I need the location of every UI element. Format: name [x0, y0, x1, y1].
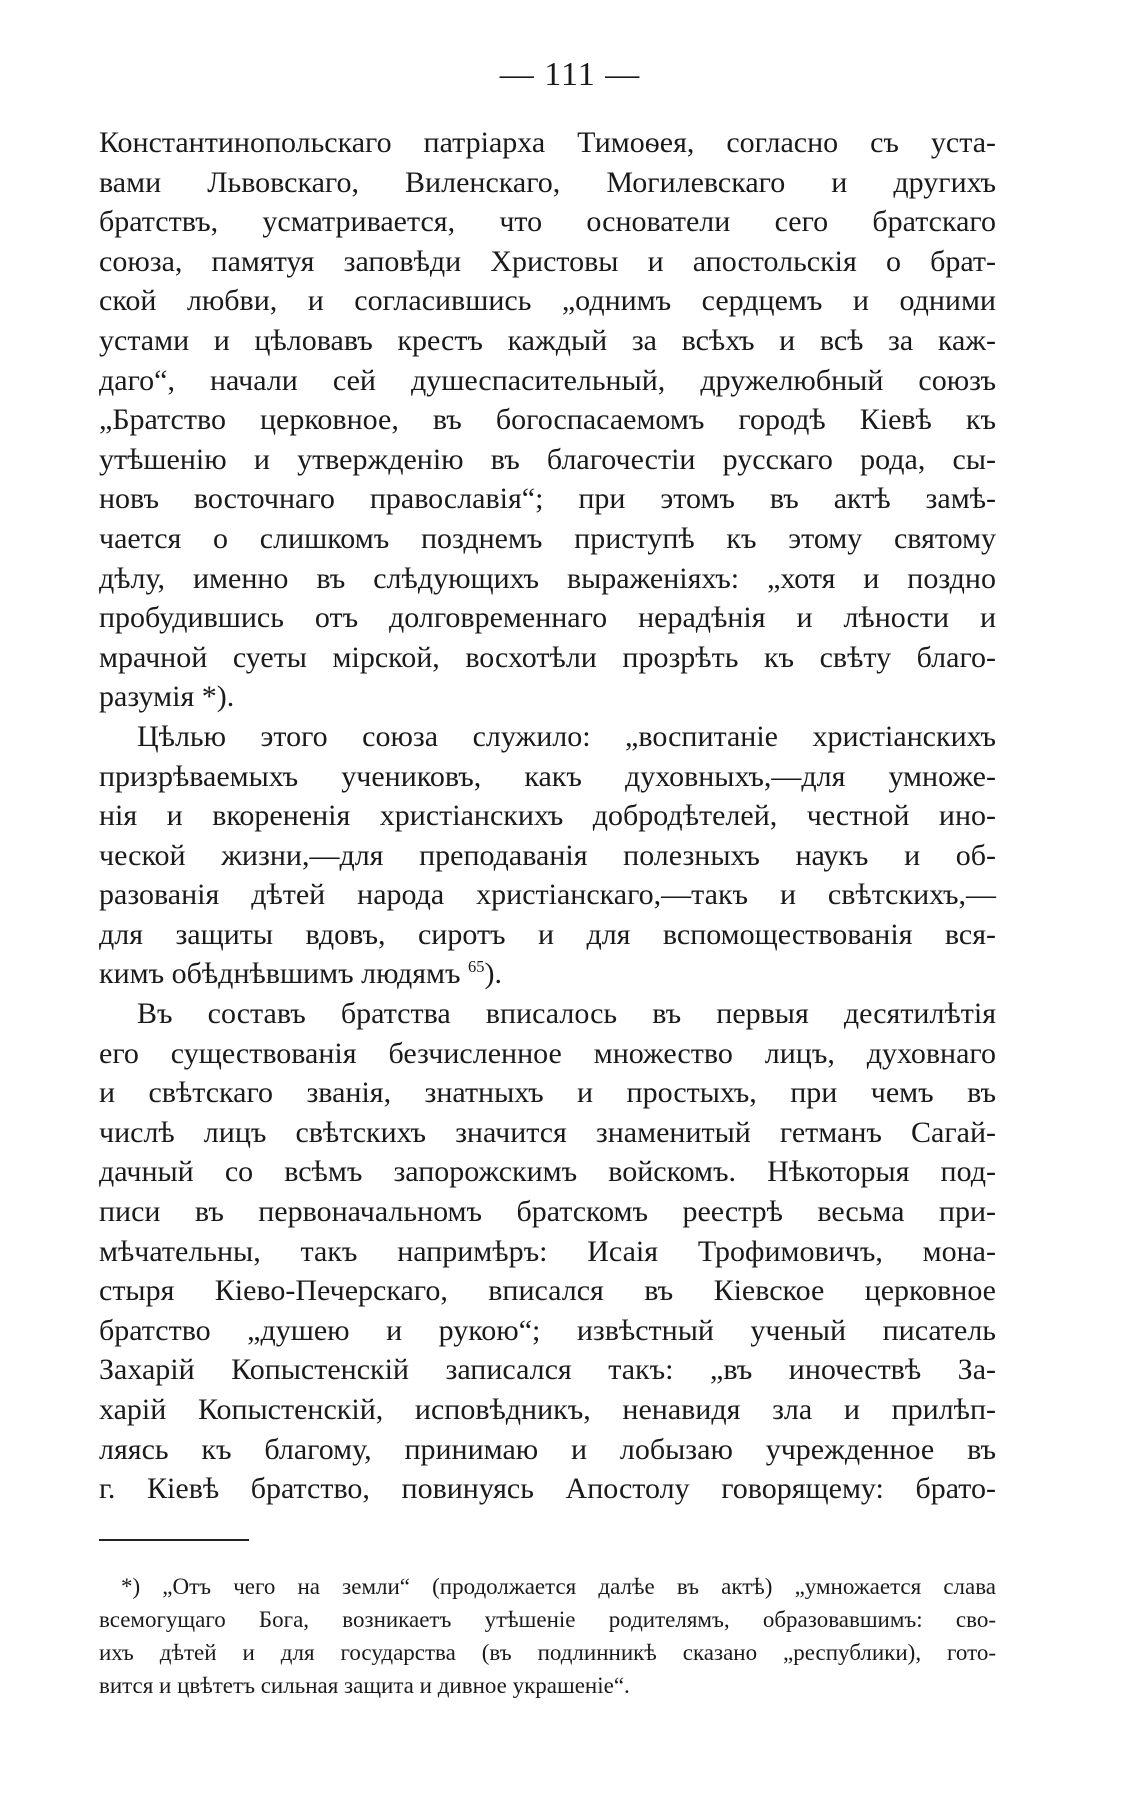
text-line: братство „душею и рукою“; извѣстный ученый писатель	[99, 1313, 996, 1347]
text-line: призрѣваемыхъ учениковъ, какъ духовныхъ,—для умноже-	[99, 759, 996, 793]
text-line: мрачной суеты мірской, восхотѣли прозрѣть къ свѣту благо-	[99, 640, 996, 674]
footnote-ref: 65	[468, 957, 485, 977]
text-line: мѣчательны, такъ напримѣръ: Исаія Трофимовичъ, мона-	[99, 1234, 996, 1268]
text-line: Въ составъ братства вписалось въ первыя десятилѣтія	[137, 997, 996, 1031]
text-line: братствъ, усматривается, что основатели сего братскаго	[99, 205, 996, 239]
text-line-with-footnote-ref	[99, 954, 996, 994]
footnote-line: *) „Отъ чего на земли“ (продолжается далѣе въ актѣ) „умножается слава	[121, 1574, 996, 1599]
footnote-line: всемогущаго Бога, возникаетъ утѣшеніе родителямъ, образовавшимъ: сво-	[99, 1607, 996, 1632]
text-line: харій Копыстенскій, исповѣдникъ, ненавидя зла и прилѣп-	[99, 1393, 996, 1426]
footnote-line: вится и цвѣтетъ сильная защита и дивное украшеніе“.	[99, 1673, 630, 1698]
text-line: числѣ лицъ свѣтскихъ значится знаменитый гетманъ Сагай-	[99, 1115, 996, 1149]
text-line: даго“, начали сей душеспасительный, дружелюбный союзъ	[99, 363, 996, 397]
main-text	[99, 123, 996, 1509]
text-line: утѣшенію и утвержденію въ благочестіи русскаго рода, сы-	[99, 442, 996, 476]
text-line: разумія *).	[99, 680, 235, 714]
text-line: писи въ первоначальномъ братскомъ реестрѣ весьма при-	[99, 1195, 996, 1229]
text-line: пробудившись отъ долговременнаго нерадѣнія и лѣности и	[99, 601, 996, 635]
footnote-line: ихъ дѣтей и для государства (въ подлинникѣ сказано „республики), гото-	[99, 1640, 996, 1665]
text-line: дачный со всѣмъ запорожскимъ войскомъ. Нѣкоторыя под-	[99, 1155, 996, 1189]
text-line: разованія дѣтей народа христіанскаго,—такъ и свѣтскихъ,—	[99, 878, 996, 912]
text-line: ской любви, и согласившись „однимъ сердцемъ и одними	[99, 284, 996, 318]
text-line: г. Кіевѣ братство, повинуясь Апостолу говорящему: брато-	[99, 1472, 996, 1506]
text-line: устами и цѣловавъ крестъ каждый за всѣхъ и всѣ за каж-	[99, 323, 996, 357]
text-segment: ).	[484, 957, 503, 991]
text-line: „Братство церковное, въ богоспасаемомъ городѣ Кіевѣ къ	[99, 403, 996, 437]
footnote	[99, 1570, 996, 1702]
text-line: ляясь къ благому, принимаю и лобызаю учрежденное въ	[99, 1432, 996, 1466]
text-segment: кимъ обѣднѣвшимъ людямъ	[99, 957, 461, 991]
text-line: Константинопольскаго патріарха Тимоѳея, согласно съ уста-	[99, 126, 996, 159]
text-line: вами Львовскаго, Виленскаго, Могилевскаго и другихъ	[99, 165, 996, 199]
page-number: — 111 —	[499, 56, 641, 93]
text-line: дѣлу, именно въ слѣдующихъ выраженіяхъ: „хотя и поздно	[99, 561, 996, 595]
text-line: нія и вкорененія христіанскихъ добродѣтелей, честной ино-	[99, 799, 996, 833]
text-line: его существованія безчисленное множество лицъ, духовнаго	[99, 1036, 996, 1070]
text-line: Захарій Копыстенскій записался такъ: „въ иночествѣ За-	[99, 1353, 996, 1387]
text-line: новъ восточнаго православія“; при этомъ въ актѣ замѣ-	[99, 482, 996, 516]
text-line: союза, памятуя заповѣди Христовы и апостольскія о брат-	[99, 244, 996, 278]
text-line: ческой жизни,—для преподаванія полезныхъ наукъ и об-	[99, 838, 996, 872]
text-line: для защиты вдовъ, сиротъ и для вспомоществованія вся-	[99, 917, 996, 951]
footnote-divider	[99, 1539, 249, 1541]
text-line: стыря Кіево-Печерскаго, вписался въ Кіевское церковное	[99, 1274, 996, 1308]
text-line: чается о слишкомъ позднемъ приступѣ къ этому святому	[99, 521, 996, 555]
text-line: Цѣлью этого союза служило: „воспитаніе христіанскихъ	[137, 719, 996, 753]
text-line: и свѣтскаго званія, знатныхъ и простыхъ, при чемъ въ	[99, 1076, 996, 1110]
